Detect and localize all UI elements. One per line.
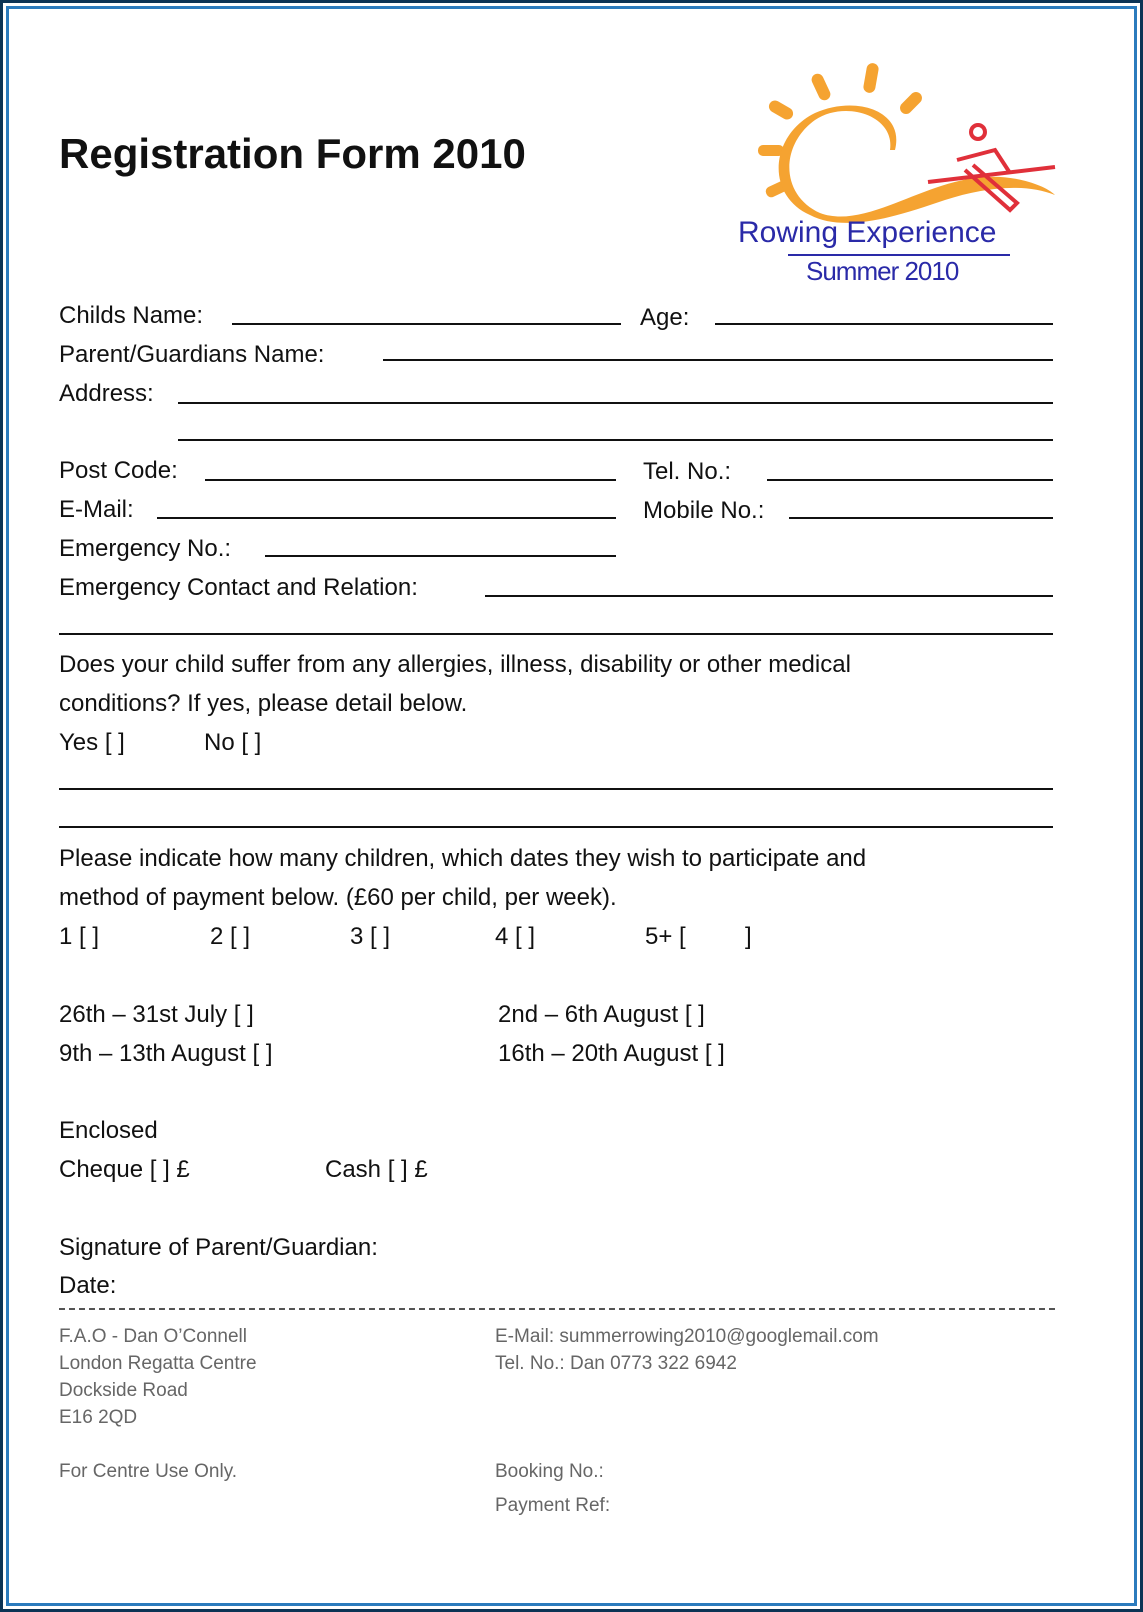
childs-name-label: Childs Name: [59,302,204,329]
cheque-checkbox[interactable]: Cheque [ ] £ [59,1156,190,1183]
children-option-3[interactable]: 3 [ ] [350,923,391,950]
children-option-5plus[interactable]: 5+ [ [645,923,686,950]
payment-ref-label: Payment Ref: [495,1495,611,1516]
emergency-contact-field-2[interactable] [59,633,1053,635]
footer-address-2: London Regatta Centre [59,1353,257,1374]
footer-address-4: E16 2QD [59,1407,138,1428]
medical-question-2: conditions? If yes, please detail below. [59,690,468,717]
medical-no-checkbox[interactable]: No [ ] [204,729,262,756]
logo-subtitle: Summer 2010 [806,256,959,286]
childs-name-field[interactable] [232,323,621,325]
page-title: Registration Form 2010 [59,130,526,177]
cut-line-divider [59,1308,1055,1310]
children-instructions: Please indicate how many children, which dates they wish to participate and [59,845,867,872]
tel-field[interactable] [767,479,1053,481]
emergency-contact-label: Emergency Contact and Relation: [59,574,418,601]
post-code-label: Post Code: [59,457,178,484]
centre-use-label: For Centre Use Only. [59,1461,238,1482]
parent-name-field[interactable] [383,359,1053,361]
children-option-5plus-close: ] [745,923,752,950]
email-label: E-Mail: [59,496,134,523]
logo-title: Rowing Experience [738,216,997,249]
medical-yes-checkbox[interactable]: Yes [ ] [59,729,125,756]
medical-details-field-1[interactable] [59,788,1053,790]
address-field-2[interactable] [178,439,1053,441]
email-field[interactable] [157,517,616,519]
emergency-no-field[interactable] [265,555,616,557]
children-instructions-2: method of payment below. (£60 per child, per week). [59,884,617,911]
signature-label: Signature of Parent/Guardian: [59,1234,378,1261]
footer-tel: Tel. No.: Dan 0773 322 6942 [495,1353,737,1374]
address-field-1[interactable] [178,402,1053,404]
children-option-1[interactable]: 1 [ ] [59,923,100,950]
age-field[interactable] [715,323,1053,325]
enclosed-label: Enclosed [59,1117,158,1144]
medical-question: Does your child suffer from any allergies, illness, disability or other medical [59,651,851,678]
address-label: Address: [59,380,154,407]
cash-checkbox[interactable]: Cash [ ] £ [325,1156,428,1183]
children-option-4[interactable]: 4 [ ] [495,923,536,950]
age-label: Age: [640,304,690,331]
footer-email: E-Mail: summerrowing2010@googlemail.com [495,1326,879,1347]
emergency-contact-field[interactable] [485,595,1053,597]
post-code-field[interactable] [205,479,616,481]
mobile-label: Mobile No.: [643,497,765,524]
date-option-1[interactable]: 26th – 31st July [ ] [59,1001,254,1028]
tel-label: Tel. No.: [643,458,732,485]
medical-details-field-2[interactable] [59,826,1053,828]
date-option-2[interactable]: 2nd – 6th August [ ] [498,1001,705,1028]
children-option-2[interactable]: 2 [ ] [210,923,251,950]
footer-address-1: F.A.O - Dan O’Connell [59,1326,247,1347]
mobile-field[interactable] [789,517,1053,519]
date-option-4[interactable]: 16th – 20th August [ ] [498,1040,725,1067]
date-option-3[interactable]: 9th – 13th August [ ] [59,1040,273,1067]
footer-address-3: Dockside Road [59,1380,188,1401]
emergency-no-label: Emergency No.: [59,535,232,562]
date-label: Date: [59,1272,117,1299]
parent-name-label: Parent/Guardians Name: [59,341,325,368]
booking-no-label: Booking No.: [495,1461,604,1482]
